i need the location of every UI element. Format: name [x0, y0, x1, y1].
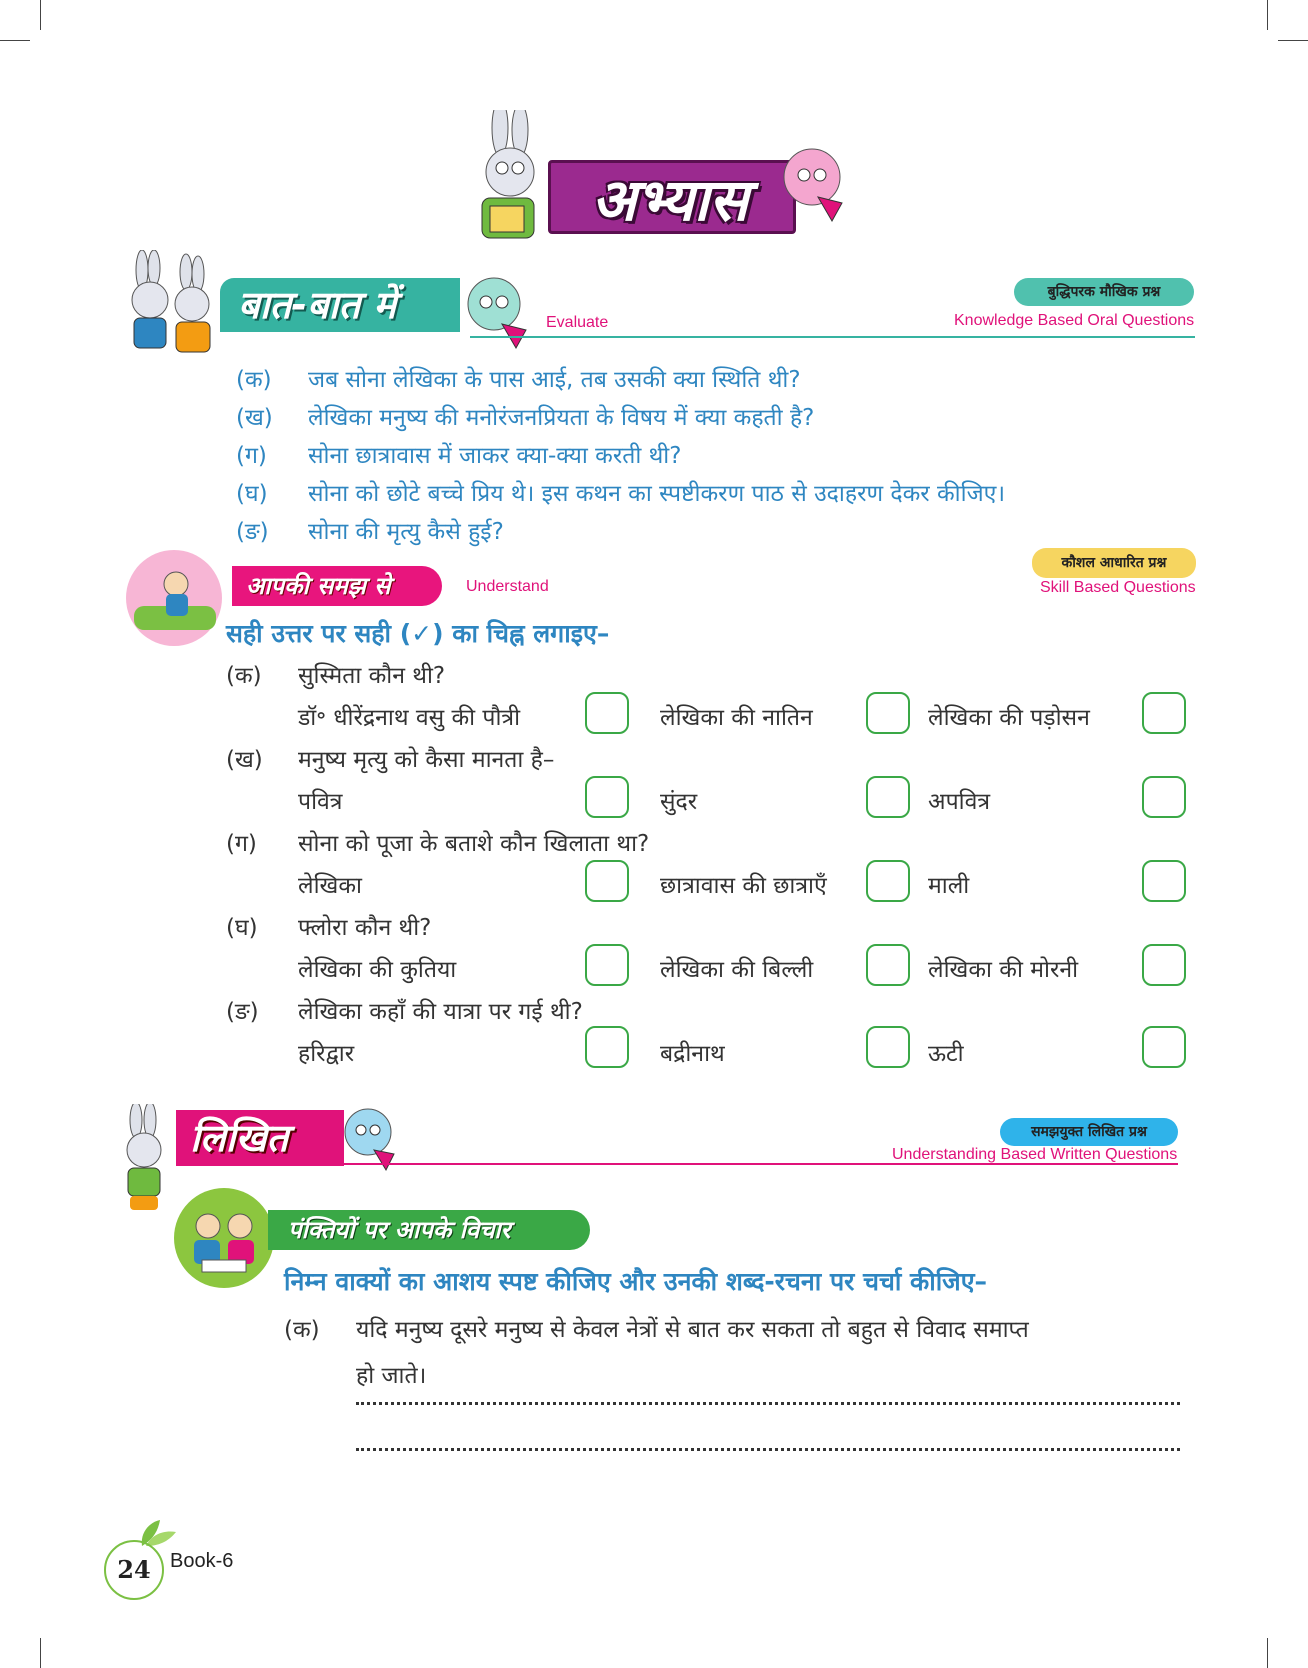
answer-line[interactable]: [356, 1402, 1180, 1405]
answer-line[interactable]: [356, 1448, 1180, 1451]
crop-mark: [1267, 1638, 1268, 1668]
answer-checkbox[interactable]: [585, 944, 629, 986]
oral-question: (ख) लेखिका मनुष्य की मनोरंजनप्रियता के विषय में क्या कहती है?: [236, 405, 815, 431]
mcq-instruction: सही उत्तर पर सही (✓) का चिह्न लगाइए–: [226, 619, 610, 648]
skill-tag-en: Skill Based Questions: [1040, 579, 1196, 596]
mcq-question: (घ) फ्लोरा कौन थी?: [226, 915, 432, 941]
mcq-option: सुंदर: [660, 789, 698, 815]
answer-checkbox[interactable]: [1142, 1026, 1186, 1068]
section-heading-baat-baat: बात-बात में: [220, 278, 460, 332]
mcq-option: लेखिका की कुतिया: [298, 957, 457, 983]
oral-question: (ङ) सोना की मृत्यु कैसे हुई?: [236, 519, 504, 545]
mcq-question: (ख) मनुष्य मृत्यु को कैसा मानता है–: [226, 747, 555, 773]
understand-label: Understand: [466, 578, 549, 595]
knowledge-tag-en: Knowledge Based Oral Questions: [954, 312, 1195, 329]
pencil-mascot-icon: [462, 272, 534, 352]
mcq-option: लेखिका की पड़ोसन: [928, 705, 1090, 731]
mcq-option: डॉ॰ धीरेंद्रनाथ वसु की पौत्री: [298, 705, 521, 731]
answer-checkbox[interactable]: [866, 1026, 910, 1068]
mcq-option: लेखिका: [298, 873, 362, 899]
page-number: 24: [104, 1540, 164, 1600]
mcq-option: पवित्र: [298, 789, 343, 815]
answer-checkbox[interactable]: [866, 860, 910, 902]
mcq-option: लेखिका की नातिन: [660, 705, 813, 731]
written-item-continued: हो जाते।: [356, 1363, 427, 1389]
answer-checkbox[interactable]: [866, 776, 910, 818]
mcq-question: (ङ) लेखिका कहाँ की यात्रा पर गई थी?: [226, 999, 583, 1025]
answer-checkbox[interactable]: [1142, 944, 1186, 986]
mcq-option: अपवित्र: [928, 789, 991, 815]
crop-mark: [40, 0, 41, 30]
mcq-option: हरिद्वार: [298, 1041, 355, 1067]
skill-tag: कौशल आधारित प्रश्न: [1032, 548, 1196, 578]
mcq-option: माली: [928, 873, 970, 899]
section-heading-panktiyon: पंक्तियों पर आपके विचार: [268, 1210, 590, 1250]
mcq-question: (क) सुस्मिता कौन थी?: [226, 663, 446, 689]
answer-checkbox[interactable]: [585, 692, 629, 734]
section-divider: [344, 1163, 1178, 1165]
written-tag-en: Understanding Based Written Questions: [892, 1146, 1178, 1163]
oral-question: (क) जब सोना लेखिका के पास आई, तब उसकी क्या स्थिति थी?: [236, 367, 801, 393]
written-tag: समझयुक्त लिखित प्रश्न: [1000, 1118, 1178, 1146]
book-label: Book-6: [170, 1550, 234, 1572]
answer-checkbox[interactable]: [585, 860, 629, 902]
crop-mark: [40, 1638, 41, 1668]
written-item: (क) यदि मनुष्य दूसरे मनुष्य से केवल नेत्रों से बात कर सकता तो बहुत से विवाद समाप्त: [284, 1317, 1029, 1343]
answer-checkbox[interactable]: [866, 944, 910, 986]
evaluate-label: Evaluate: [546, 314, 609, 331]
written-instruction: निम्न वाक्यों का आशय स्पष्ट कीजिए और उनकी शब्द-रचना पर चर्चा कीजिए–: [284, 1267, 988, 1296]
rabbit-reading-icon: [110, 1104, 178, 1216]
kids-playing-icon: [114, 548, 236, 648]
pencil-mascot-icon: [780, 145, 850, 225]
oral-question: (ग) सोना छात्रावास में जाकर क्या-क्या करती थी?: [236, 443, 682, 469]
section-heading-likhit: लिखित: [176, 1110, 344, 1166]
mcq-option: बद्रीनाथ: [660, 1041, 725, 1067]
answer-checkbox[interactable]: [1142, 692, 1186, 734]
page-title: अभ्यास: [591, 166, 749, 234]
kids-reading-icon: [172, 1186, 276, 1290]
answer-checkbox[interactable]: [866, 692, 910, 734]
rabbits-talking-icon: [112, 250, 224, 362]
crop-mark: [1267, 0, 1268, 30]
answer-checkbox[interactable]: [1142, 776, 1186, 818]
mcq-question: (ग) सोना को पूजा के बताशे कौन खिलाता था?: [226, 831, 650, 857]
crop-mark: [0, 40, 30, 41]
oral-question: (घ) सोना को छोटे बच्चे प्रिय थे। इस कथन का स्पष्टीकरण पाठ से उदाहरण देकर कीजिए।: [236, 481, 1006, 507]
section-heading-aapki-samajh: आपकी समझ से: [232, 566, 442, 606]
crop-mark: [1278, 40, 1308, 41]
answer-checkbox[interactable]: [1142, 860, 1186, 902]
mcq-option: लेखिका की मोरनी: [928, 957, 1079, 983]
answer-checkbox[interactable]: [585, 1026, 629, 1068]
mcq-option: लेखिका की बिल्ली: [660, 957, 814, 983]
mcq-option: छात्रावास की छात्राएँ: [660, 873, 827, 899]
answer-checkbox[interactable]: [585, 776, 629, 818]
mcq-option: ऊटी: [928, 1041, 964, 1067]
section-divider: [470, 336, 1195, 338]
knowledge-tag: बुद्धिपरक मौखिक प्रश्न: [1014, 278, 1194, 306]
